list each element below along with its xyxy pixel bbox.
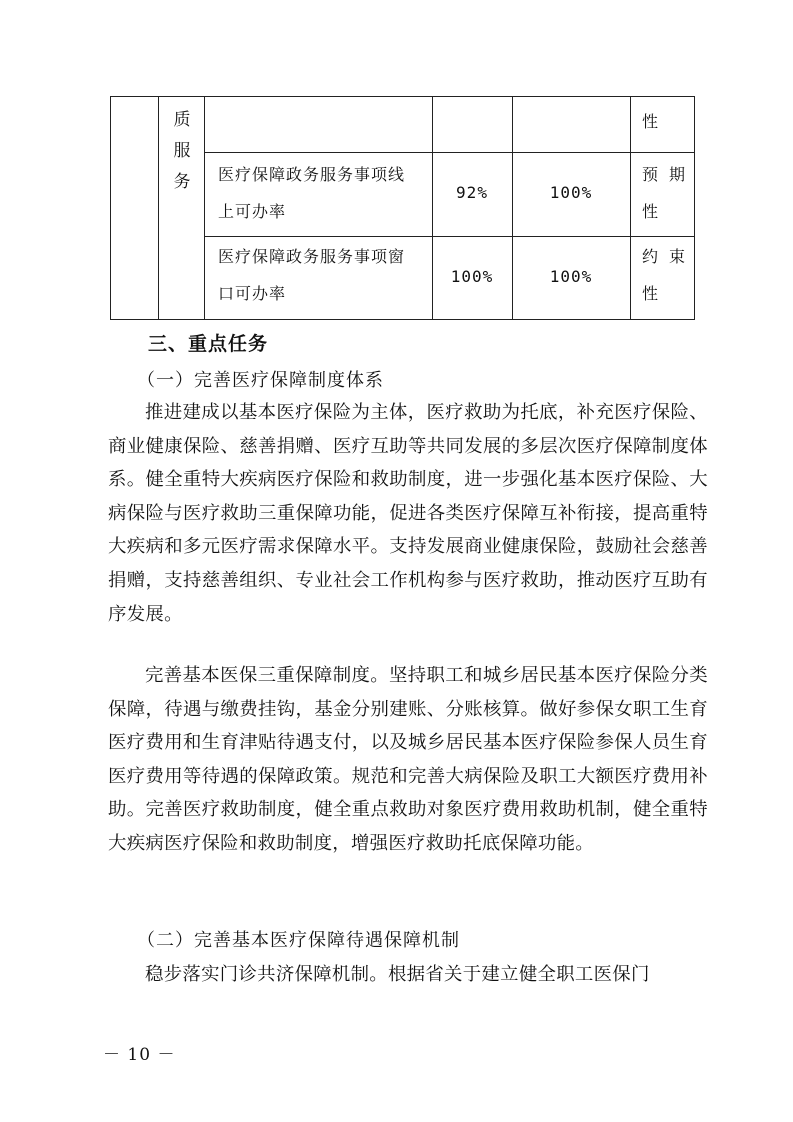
target-value: 100% bbox=[549, 183, 593, 202]
indicator-text: 上可办率 bbox=[218, 202, 287, 221]
table-col-divider bbox=[630, 96, 631, 320]
table-row-divider bbox=[204, 236, 695, 237]
attribute-text: 性 bbox=[642, 202, 660, 221]
category-char: 务 bbox=[173, 172, 191, 192]
page-number: － 10 － bbox=[103, 1045, 176, 1065]
attribute-text: 预 bbox=[642, 165, 660, 184]
indicator-cell bbox=[218, 160, 430, 227]
table-right-border bbox=[694, 96, 695, 320]
attribute-cell bbox=[642, 160, 686, 227]
category-cell bbox=[162, 105, 202, 198]
baseline-value: 92% bbox=[456, 183, 488, 202]
table-bottom-border bbox=[110, 319, 695, 320]
subsection-heading: （一）完善医疗保障制度体系 bbox=[137, 370, 384, 391]
attribute-text: 约 bbox=[642, 247, 660, 266]
table-row-divider bbox=[204, 152, 695, 153]
attribute-cell bbox=[642, 242, 686, 309]
attribute-text: 性 bbox=[642, 284, 660, 303]
target-value: 100% bbox=[549, 267, 593, 286]
subsection-heading: （二）完善基本医疗保障待遇保障机制 bbox=[137, 930, 460, 951]
attribute-text: 期 bbox=[668, 165, 686, 184]
body-paragraph: 完善基本医保三重保障制度。坚持职工和城乡居民基本医疗保险分类保障，待遇与缴费挂钩，基金分别建账、分账核算。做好参保女职工生育医疗费用和生育津贴待遇支付，以及城乡居民基本医疗保险参保人员生育医疗费用等待遇的保障政策。规范和完善大病保险及职工大额医疗费用补助。完善医疗救助制度，健全重点救助对象医疗费用救助机制，健全重特大疾病医疗保险和救助制度，增强医疗救助托底保障功能。 bbox=[108, 665, 708, 854]
indicator-text: 医疗保障政务服务事项线 bbox=[218, 165, 406, 184]
attribute-text: 束 bbox=[668, 247, 686, 266]
table-col-divider bbox=[204, 96, 205, 320]
table-col-divider bbox=[158, 96, 159, 320]
attribute-cell bbox=[642, 107, 659, 137]
table-top-border bbox=[110, 96, 695, 97]
table-left-border bbox=[110, 96, 111, 320]
indicator-cell bbox=[218, 242, 430, 309]
body-paragraph: 稳步落实门诊共济保障机制。根据省关于建立健全职工医保门 bbox=[145, 964, 650, 985]
category-char: 服 bbox=[173, 141, 191, 161]
category-char: 质 bbox=[173, 110, 191, 130]
body-paragraph: 推进建成以基本医疗保险为主体，医疗救助为托底，补充医疗保险、商业健康保险、慈善捐赠、医疗互助等共同发展的多层次医疗保障制度体系。健全重特大疾病医疗保险和救助制度，进一步强化基本医疗保险、大病保险与医疗救助三重保障功能，促进各类医疗保障互补衔接，提高重特大疾病和多元医疗需求保障水平。支持发展商业健康保险，鼓励社会慈善捐赠，支持慈善组织、专业社会工作机构参与医疗救助，推动医疗互助有序发展。 bbox=[108, 402, 708, 625]
section-heading: 三、重点任务 bbox=[148, 333, 269, 355]
indicator-text: 口可办率 bbox=[218, 284, 287, 303]
indicator-table bbox=[110, 96, 695, 320]
attribute-text: 性 bbox=[642, 112, 660, 131]
indicator-text: 医疗保障政务服务事项窗 bbox=[218, 247, 406, 266]
baseline-value: 100% bbox=[450, 267, 494, 286]
